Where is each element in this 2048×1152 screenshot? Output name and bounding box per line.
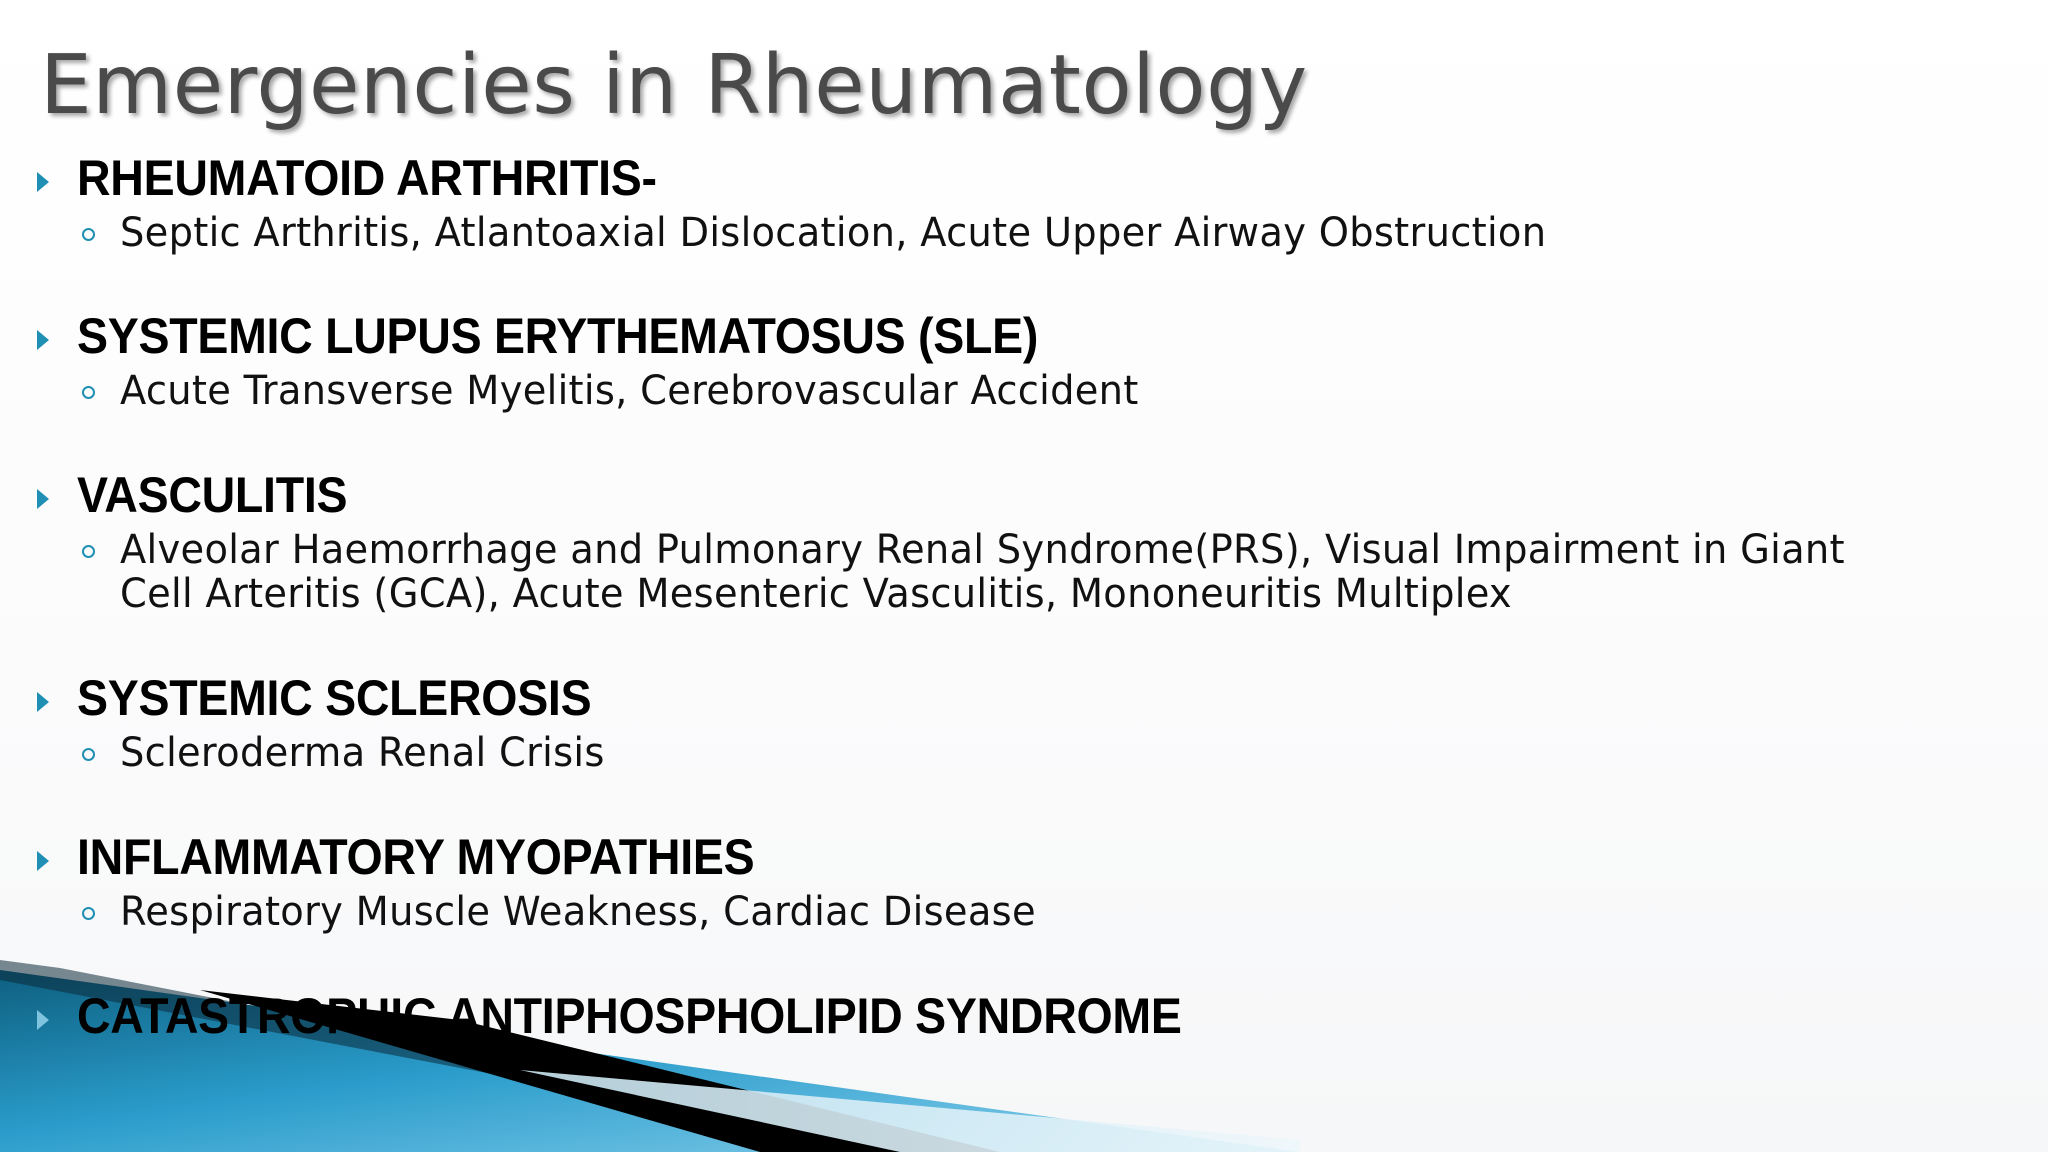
triangle-bullet-icon (37, 489, 49, 509)
item-heading: VASCULITIS (77, 467, 348, 523)
triangle-bullet-icon (37, 851, 49, 871)
item-heading: INFLAMMATORY MYOPATHIES (77, 829, 755, 885)
triangle-bullet-icon (37, 172, 49, 192)
item-heading: SYSTEMIC SCLEROSIS (77, 670, 592, 726)
item-detail: Alveolar Haemorrhage and Pulmonary Renal Syndrome(PRS), Visual Impairment in Giant Cell Arteritis (GCA), Acute Mesenteric Vasculitis, Mononeuritis Multiplex (120, 527, 1845, 617)
item-detail: Respiratory Muscle Weakness, Cardiac Disease (120, 889, 1036, 935)
item-detail: Septic Arthritis, Atlantoaxial Dislocation, Acute Upper Airway Obstruction (120, 210, 1547, 256)
item-heading: CATASTROPHIC ANTIPHOSPHOLIPID SYNDROME (77, 988, 1182, 1044)
item-detail: Acute Transverse Myelitis, Cerebrovascular Accident (120, 368, 1139, 414)
triangle-bullet-icon (37, 1010, 49, 1030)
triangle-bullet-icon (37, 692, 49, 712)
slide-title: Emergencies in Rheumatology (40, 38, 1308, 133)
item-detail: Scleroderma Renal Crisis (120, 730, 605, 776)
circle-bullet-icon (82, 748, 95, 761)
circle-bullet-icon (82, 228, 95, 241)
triangle-bullet-icon (37, 330, 49, 350)
circle-bullet-icon (82, 907, 95, 920)
circle-bullet-icon (82, 545, 95, 558)
item-heading: SYSTEMIC LUPUS ERYTHEMATOSUS (SLE) (77, 308, 1039, 364)
item-heading: RHEUMATOID ARTHRITIS- (77, 150, 657, 206)
circle-bullet-icon (82, 386, 95, 399)
